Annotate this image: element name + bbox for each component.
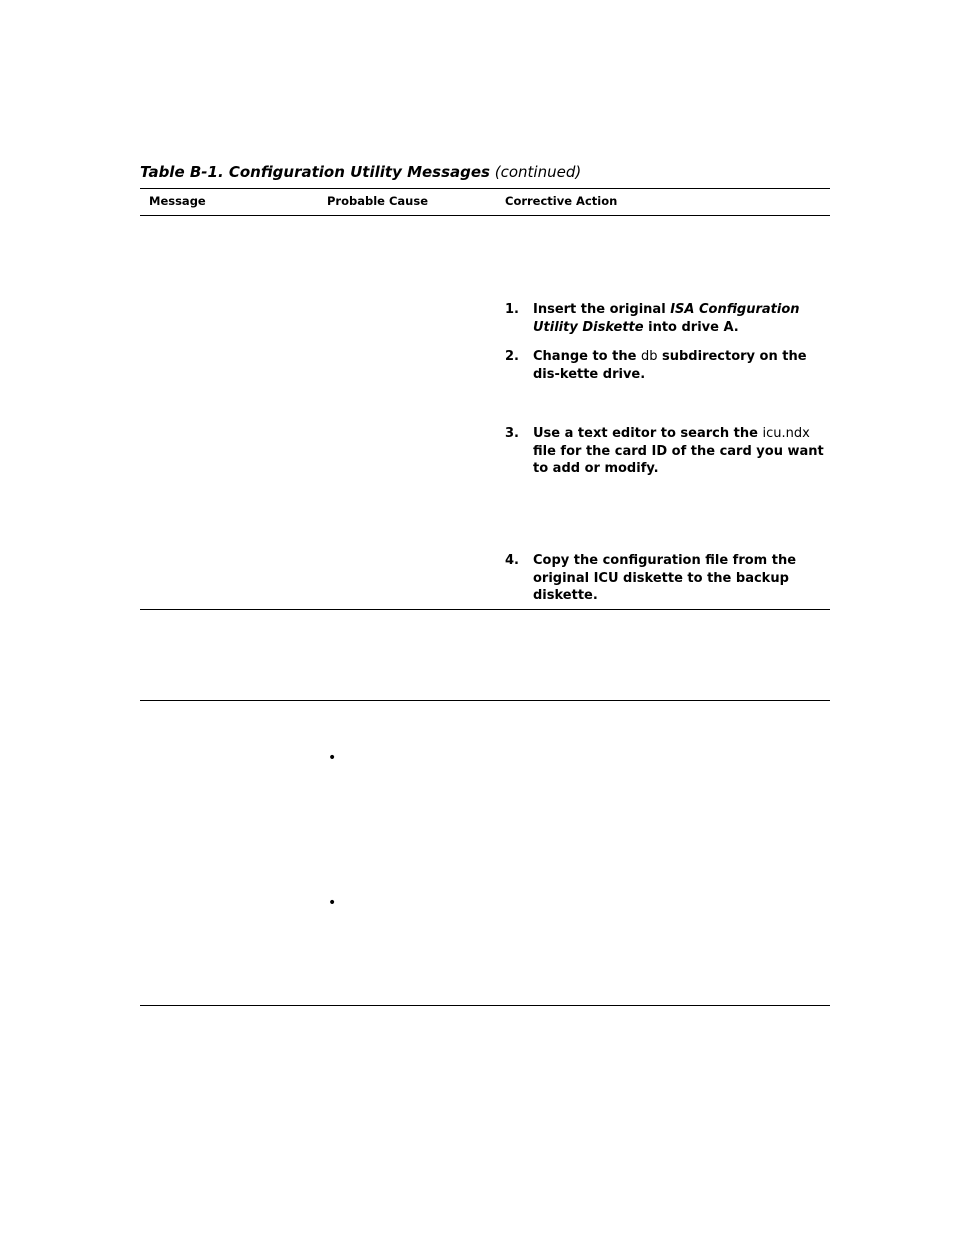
directory-name: db — [640, 349, 658, 364]
column-header-cause: Probable Cause — [327, 194, 429, 208]
bullet-2: • — [328, 895, 337, 911]
step-text-part: into drive A. — [643, 319, 739, 335]
diskette-name: ISA Configuration Utility Diskette — [533, 302, 800, 335]
step-number: 2. — [505, 349, 519, 364]
step-text-part: Change to the — [533, 349, 641, 364]
step-text — [533, 425, 830, 478]
step-text-part: Use a text editor to search the — [533, 426, 763, 441]
step-number: 3. — [505, 426, 519, 441]
table-bottom-rule — [140, 1005, 830, 1006]
caption-continued: (continued) — [494, 163, 582, 181]
step-text-part: Copy the configuration file from the original ICU diskette to the backup diskette. — [533, 553, 797, 603]
table-top-rule — [140, 188, 830, 189]
caption-title: Table B-1. Configuration Utility Messages — [140, 163, 490, 181]
step-3 — [505, 425, 830, 478]
step-text-part: Insert the original — [533, 302, 671, 317]
column-header-message: Message — [149, 194, 206, 208]
step-number: 1. — [505, 302, 519, 317]
step-number: 4. — [505, 553, 519, 568]
step-text-part: subdirectory on the dis-kette drive. — [533, 349, 807, 382]
step-4 — [505, 552, 830, 605]
step-text — [533, 552, 830, 605]
table-header-rule — [140, 215, 830, 216]
step-2 — [505, 348, 830, 383]
bullet-1: • — [328, 750, 337, 766]
row-separator-2 — [140, 700, 830, 701]
step-text — [533, 348, 830, 383]
row-separator-1 — [140, 609, 830, 610]
table-caption — [140, 163, 581, 181]
step-text-part: file for the card ID of the card you want to add or modify. — [533, 443, 824, 476]
file-name: icu.ndx — [762, 426, 810, 441]
column-header-action: Corrective Action — [505, 194, 618, 208]
step-1 — [505, 301, 830, 336]
step-text — [533, 301, 830, 336]
